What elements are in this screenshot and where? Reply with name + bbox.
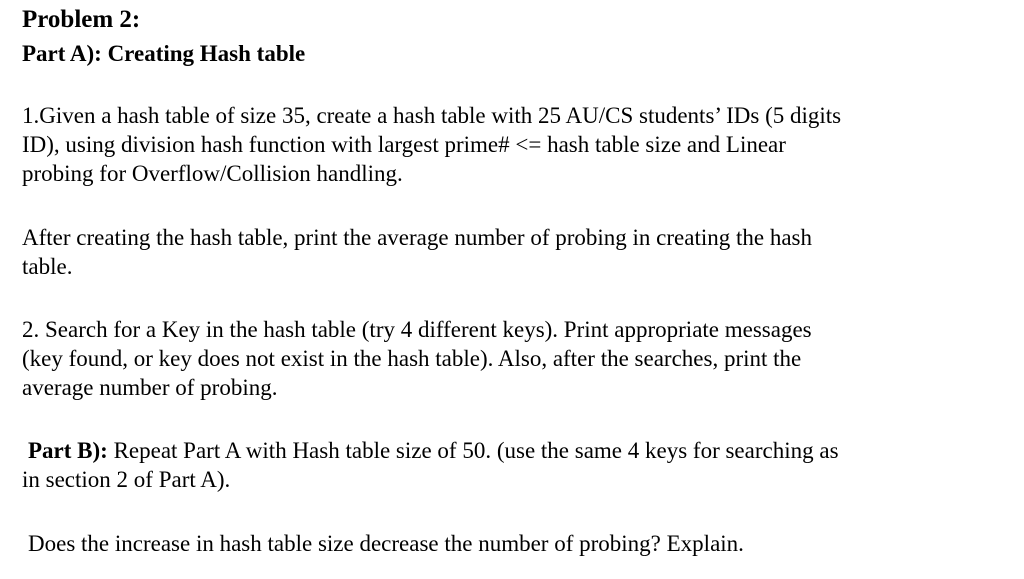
part-b-line1 bbox=[28, 437, 839, 465]
item2-line1: 2. Search for a Key in the hash table (try 4 different keys). Print appropriate messages bbox=[22, 317, 812, 342]
item2-line2: (key found, or key does not exist in the hash table). Also, after the searches, print the bbox=[22, 346, 802, 371]
after-creating-line2: table. bbox=[22, 254, 73, 279]
closing-question: Does the increase in hash table size decrease the number of probing? Explain. bbox=[28, 531, 744, 556]
part-b-label: Part B): bbox=[28, 438, 108, 463]
problem-title: Problem 2: bbox=[22, 6, 141, 33]
part-a-heading: Part A): Creating Hash table bbox=[22, 41, 306, 66]
after-creating-line1: After creating the hash table, print the average number of probing in creating the hash bbox=[22, 225, 813, 250]
part-b-line2: in section 2 of Part A). bbox=[22, 467, 231, 492]
item1-line2: ID), using division hash function with largest prime# <= hash table size and Linear bbox=[22, 132, 786, 157]
item1-line1: 1.Given a hash table of size 35, create a hash table with 25 AU/CS students’ IDs (5 digits bbox=[22, 103, 842, 128]
item2-line3: average number of probing. bbox=[22, 375, 278, 400]
item1-line3: probing for Overflow/Collision handling. bbox=[22, 161, 403, 186]
part-b-text: Repeat Part A with Hash table size of 50. (use the same 4 keys for searching as bbox=[107, 438, 839, 463]
